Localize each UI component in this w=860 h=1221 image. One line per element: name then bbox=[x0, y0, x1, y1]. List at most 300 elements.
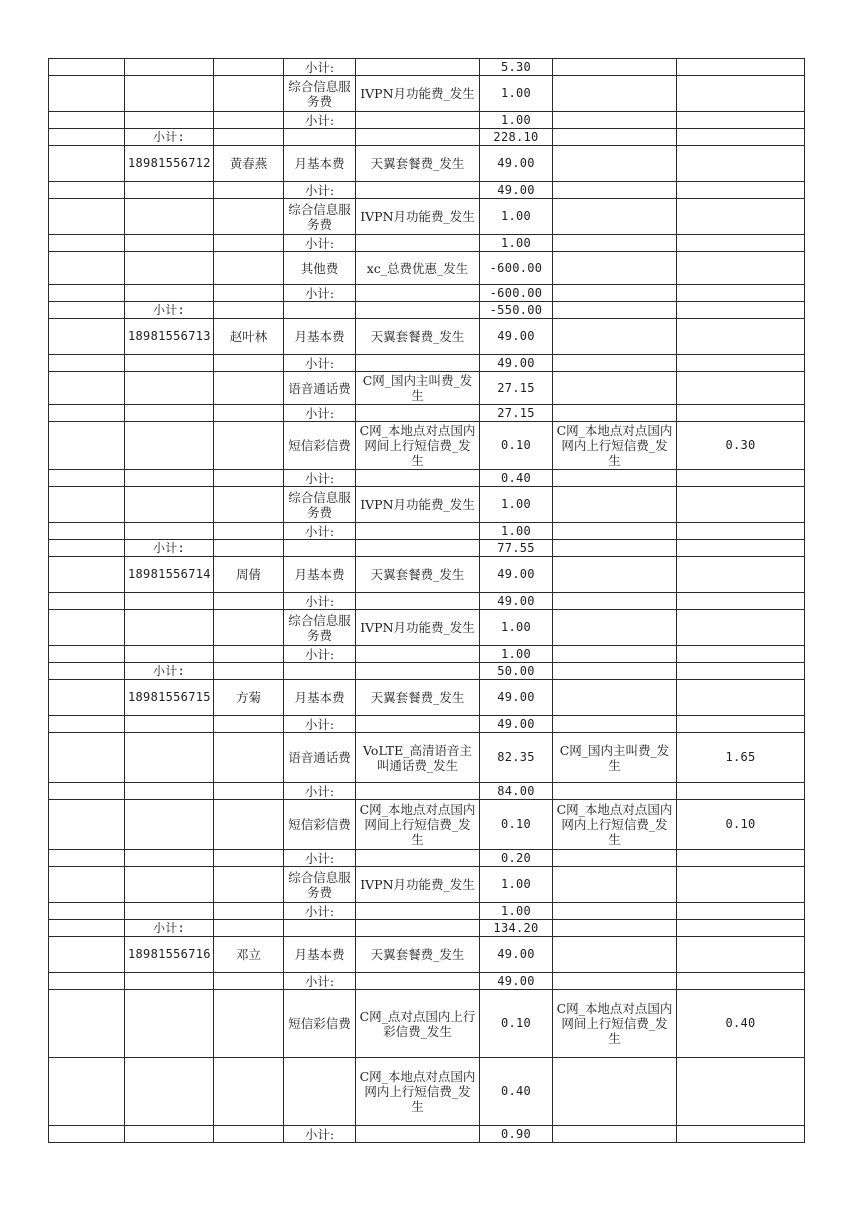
fee-item-2-cell bbox=[553, 235, 677, 252]
amount-2-cell bbox=[677, 405, 805, 422]
fee-item-cell bbox=[356, 302, 480, 319]
phone-cell: 小计: bbox=[125, 663, 214, 680]
fee-category-cell: 小计: bbox=[284, 903, 356, 920]
fee-item-2-cell bbox=[553, 593, 677, 610]
index-cell bbox=[49, 59, 125, 76]
fee-item-cell: IVPN月功能费_发生 bbox=[356, 76, 480, 112]
table-row bbox=[49, 716, 805, 733]
index-cell bbox=[49, 487, 125, 523]
amount-cell: 1.00 bbox=[480, 487, 553, 523]
amount-2-cell bbox=[677, 1058, 805, 1126]
index-cell bbox=[49, 610, 125, 646]
fee-category-cell bbox=[284, 540, 356, 557]
fee-category-cell: 小计: bbox=[284, 1126, 356, 1143]
table-row bbox=[49, 319, 805, 355]
name-cell bbox=[214, 252, 284, 285]
fee-item-2-cell bbox=[553, 76, 677, 112]
amount-2-cell bbox=[677, 285, 805, 302]
fee-item-2-cell bbox=[553, 867, 677, 903]
table-row bbox=[49, 422, 805, 470]
amount-cell: 27.15 bbox=[480, 405, 553, 422]
amount-2-cell bbox=[677, 920, 805, 937]
table-row bbox=[49, 937, 805, 973]
fee-item-cell bbox=[356, 783, 480, 800]
table-body bbox=[49, 59, 805, 1143]
fee-item-2-cell bbox=[553, 1058, 677, 1126]
fee-category-cell: 小计: bbox=[284, 405, 356, 422]
fee-category-cell: 其他费 bbox=[284, 252, 356, 285]
fee-category-cell bbox=[284, 920, 356, 937]
index-cell bbox=[49, 716, 125, 733]
fee-category-cell: 小计: bbox=[284, 973, 356, 990]
amount-cell: 49.00 bbox=[480, 557, 553, 593]
table-row bbox=[49, 355, 805, 372]
fee-item-2-cell bbox=[553, 903, 677, 920]
table-row bbox=[49, 252, 805, 285]
amount-cell: 1.00 bbox=[480, 112, 553, 129]
table-row bbox=[49, 470, 805, 487]
fee-item-cell bbox=[356, 523, 480, 540]
phone-cell bbox=[125, 593, 214, 610]
name-cell bbox=[214, 733, 284, 783]
amount-cell: 0.10 bbox=[480, 800, 553, 850]
phone-cell bbox=[125, 355, 214, 372]
fee-item-2-cell bbox=[553, 920, 677, 937]
name-cell bbox=[214, 973, 284, 990]
fee-item-2-cell bbox=[553, 182, 677, 199]
name-cell bbox=[214, 59, 284, 76]
index-cell bbox=[49, 800, 125, 850]
fee-category-cell bbox=[284, 302, 356, 319]
fee-category-cell: 月基本费 bbox=[284, 319, 356, 355]
fee-category-cell: 月基本费 bbox=[284, 937, 356, 973]
table-row bbox=[49, 903, 805, 920]
name-cell bbox=[214, 800, 284, 850]
fee-item-cell: C网_本地点对点国内网间上行短信费_发生 bbox=[356, 422, 480, 470]
index-cell bbox=[49, 867, 125, 903]
table-row bbox=[49, 199, 805, 235]
name-cell bbox=[214, 405, 284, 422]
fee-item-cell: C网_本地点对点国内网间上行短信费_发生 bbox=[356, 800, 480, 850]
fee-category-cell: 短信彩信费 bbox=[284, 990, 356, 1058]
fee-item-cell: 天翼套餐费_发生 bbox=[356, 680, 480, 716]
phone-cell: 18981556716 bbox=[125, 937, 214, 973]
fee-item-cell bbox=[356, 850, 480, 867]
fee-item-cell: C网_点对点国内上行彩信费_发生 bbox=[356, 990, 480, 1058]
amount-2-cell bbox=[677, 783, 805, 800]
amount-2-cell: 1.65 bbox=[677, 733, 805, 783]
table-row bbox=[49, 783, 805, 800]
amount-cell: 0.10 bbox=[480, 422, 553, 470]
fee-category-cell: 月基本费 bbox=[284, 146, 356, 182]
fee-item-cell bbox=[356, 59, 480, 76]
table-row bbox=[49, 610, 805, 646]
fee-category-cell bbox=[284, 129, 356, 146]
phone-cell bbox=[125, 1126, 214, 1143]
fee-item-2-cell bbox=[553, 487, 677, 523]
fee-item-2-cell bbox=[553, 372, 677, 405]
index-cell bbox=[49, 355, 125, 372]
phone-cell: 小计: bbox=[125, 302, 214, 319]
amount-cell: 49.00 bbox=[480, 146, 553, 182]
fee-category-cell: 语音通话费 bbox=[284, 733, 356, 783]
name-cell: 方菊 bbox=[214, 680, 284, 716]
fee-item-2-cell bbox=[553, 319, 677, 355]
phone-cell bbox=[125, 235, 214, 252]
name-cell bbox=[214, 182, 284, 199]
name-cell bbox=[214, 470, 284, 487]
table-row bbox=[49, 285, 805, 302]
fee-item-2-cell bbox=[553, 540, 677, 557]
phone-cell bbox=[125, 610, 214, 646]
phone-cell: 18981556713 bbox=[125, 319, 214, 355]
fee-item-cell: IVPN月功能费_发生 bbox=[356, 867, 480, 903]
table-row bbox=[49, 235, 805, 252]
fee-category-cell: 综合信息服务费 bbox=[284, 487, 356, 523]
fee-item-2-cell bbox=[553, 470, 677, 487]
fee-category-cell: 综合信息服务费 bbox=[284, 76, 356, 112]
fee-item-2-cell bbox=[553, 973, 677, 990]
table-row bbox=[49, 372, 805, 405]
fee-category-cell: 综合信息服务费 bbox=[284, 610, 356, 646]
fee-category-cell: 短信彩信费 bbox=[284, 800, 356, 850]
index-cell bbox=[49, 285, 125, 302]
index-cell bbox=[49, 733, 125, 783]
fee-item-2-cell bbox=[553, 1126, 677, 1143]
fee-item-2-cell bbox=[553, 646, 677, 663]
fee-item-cell: C网_本地点对点国内网内上行短信费_发生 bbox=[356, 1058, 480, 1126]
phone-cell bbox=[125, 76, 214, 112]
amount-2-cell bbox=[677, 557, 805, 593]
fee-category-cell: 小计: bbox=[284, 235, 356, 252]
fee-item-2-cell: C网_本地点对点国内网内上行短信费_发生 bbox=[553, 800, 677, 850]
fee-item-2-cell bbox=[553, 59, 677, 76]
fee-category-cell: 小计: bbox=[284, 59, 356, 76]
name-cell bbox=[214, 487, 284, 523]
amount-2-cell bbox=[677, 235, 805, 252]
fee-item-cell: 天翼套餐费_发生 bbox=[356, 319, 480, 355]
phone-cell: 18981556715 bbox=[125, 680, 214, 716]
amount-2-cell bbox=[677, 487, 805, 523]
name-cell bbox=[214, 112, 284, 129]
fee-item-cell: IVPN月功能费_发生 bbox=[356, 199, 480, 235]
name-cell bbox=[214, 716, 284, 733]
fee-item-cell bbox=[356, 182, 480, 199]
fee-item-cell bbox=[356, 470, 480, 487]
amount-2-cell: 0.10 bbox=[677, 800, 805, 850]
amount-cell: -600.00 bbox=[480, 252, 553, 285]
table-row bbox=[49, 646, 805, 663]
amount-cell: 0.40 bbox=[480, 1058, 553, 1126]
table-row bbox=[49, 487, 805, 523]
index-cell bbox=[49, 1126, 125, 1143]
fee-item-2-cell bbox=[553, 199, 677, 235]
fee-category-cell: 语音通话费 bbox=[284, 372, 356, 405]
fee-item-cell: 天翼套餐费_发生 bbox=[356, 937, 480, 973]
fee-item-2-cell bbox=[553, 285, 677, 302]
name-cell bbox=[214, 1126, 284, 1143]
fee-category-cell: 综合信息服务费 bbox=[284, 867, 356, 903]
name-cell bbox=[214, 610, 284, 646]
fee-item-cell: C网_国内主叫费_发生 bbox=[356, 372, 480, 405]
fee-category-cell: 综合信息服务费 bbox=[284, 199, 356, 235]
table-row bbox=[49, 593, 805, 610]
fee-item-2-cell bbox=[553, 146, 677, 182]
name-cell bbox=[214, 523, 284, 540]
index-cell bbox=[49, 182, 125, 199]
amount-2-cell bbox=[677, 372, 805, 405]
amount-2-cell bbox=[677, 523, 805, 540]
name-cell bbox=[214, 990, 284, 1058]
phone-cell bbox=[125, 850, 214, 867]
index-cell bbox=[49, 540, 125, 557]
fee-item-2-cell bbox=[553, 523, 677, 540]
phone-cell: 18981556714 bbox=[125, 557, 214, 593]
index-cell bbox=[49, 990, 125, 1058]
fee-category-cell: 小计: bbox=[284, 355, 356, 372]
phone-cell bbox=[125, 903, 214, 920]
fee-category-cell: 小计: bbox=[284, 112, 356, 129]
phone-cell bbox=[125, 783, 214, 800]
name-cell bbox=[214, 302, 284, 319]
amount-cell: 50.00 bbox=[480, 663, 553, 680]
index-cell bbox=[49, 523, 125, 540]
fee-item-cell: IVPN月功能费_发生 bbox=[356, 610, 480, 646]
fee-item-2-cell: C网_本地点对点国内网内上行短信费_发生 bbox=[553, 422, 677, 470]
fee-category-cell: 月基本费 bbox=[284, 557, 356, 593]
amount-2-cell bbox=[677, 850, 805, 867]
amount-cell: 49.00 bbox=[480, 355, 553, 372]
phone-cell bbox=[125, 646, 214, 663]
name-cell bbox=[214, 199, 284, 235]
amount-2-cell bbox=[677, 867, 805, 903]
phone-cell: 小计: bbox=[125, 129, 214, 146]
index-cell bbox=[49, 973, 125, 990]
amount-cell: 0.10 bbox=[480, 990, 553, 1058]
table-row bbox=[49, 1126, 805, 1143]
table-row bbox=[49, 973, 805, 990]
phone-cell bbox=[125, 867, 214, 903]
name-cell bbox=[214, 1058, 284, 1126]
index-cell bbox=[49, 76, 125, 112]
amount-cell: 77.55 bbox=[480, 540, 553, 557]
fee-item-cell bbox=[356, 235, 480, 252]
index-cell bbox=[49, 405, 125, 422]
index-cell bbox=[49, 302, 125, 319]
fee-category-cell: 月基本费 bbox=[284, 680, 356, 716]
table-row bbox=[49, 990, 805, 1058]
fee-item-cell bbox=[356, 540, 480, 557]
name-cell bbox=[214, 540, 284, 557]
table-row bbox=[49, 800, 805, 850]
amount-2-cell bbox=[677, 646, 805, 663]
phone-cell bbox=[125, 182, 214, 199]
index-cell bbox=[49, 937, 125, 973]
fee-item-cell: VoLTE_高清语音主叫通话费_发生 bbox=[356, 733, 480, 783]
name-cell: 周倩 bbox=[214, 557, 284, 593]
index-cell bbox=[49, 1058, 125, 1126]
name-cell bbox=[214, 593, 284, 610]
phone-cell bbox=[125, 422, 214, 470]
phone-cell bbox=[125, 112, 214, 129]
table-row bbox=[49, 557, 805, 593]
fee-item-2-cell bbox=[553, 937, 677, 973]
amount-2-cell bbox=[677, 302, 805, 319]
amount-2-cell bbox=[677, 59, 805, 76]
table-row bbox=[49, 146, 805, 182]
amount-cell: 0.90 bbox=[480, 1126, 553, 1143]
amount-cell: 1.00 bbox=[480, 235, 553, 252]
amount-2-cell bbox=[677, 680, 805, 716]
fee-item-2-cell: C网_本地点对点国内网间上行短信费_发生 bbox=[553, 990, 677, 1058]
fee-category-cell: 小计: bbox=[284, 593, 356, 610]
fee-category-cell: 小计: bbox=[284, 523, 356, 540]
phone-cell bbox=[125, 523, 214, 540]
index-cell bbox=[49, 850, 125, 867]
amount-2-cell bbox=[677, 319, 805, 355]
amount-cell: 84.00 bbox=[480, 783, 553, 800]
phone-cell bbox=[125, 285, 214, 302]
phone-cell bbox=[125, 252, 214, 285]
table-row bbox=[49, 850, 805, 867]
amount-2-cell bbox=[677, 937, 805, 973]
fee-item-cell bbox=[356, 285, 480, 302]
name-cell bbox=[214, 235, 284, 252]
fee-item-2-cell: C网_国内主叫费_发生 bbox=[553, 733, 677, 783]
phone-cell bbox=[125, 990, 214, 1058]
index-cell bbox=[49, 663, 125, 680]
amount-cell: 49.00 bbox=[480, 716, 553, 733]
amount-cell: 228.10 bbox=[480, 129, 553, 146]
amount-cell: 49.00 bbox=[480, 973, 553, 990]
fee-item-2-cell bbox=[553, 557, 677, 593]
name-cell bbox=[214, 129, 284, 146]
table-row bbox=[49, 405, 805, 422]
phone-cell bbox=[125, 487, 214, 523]
index-cell bbox=[49, 646, 125, 663]
fee-item-cell bbox=[356, 903, 480, 920]
name-cell bbox=[214, 76, 284, 112]
table-row bbox=[49, 680, 805, 716]
name-cell: 赵叶林 bbox=[214, 319, 284, 355]
amount-2-cell: 0.30 bbox=[677, 422, 805, 470]
amount-cell: 134.20 bbox=[480, 920, 553, 937]
phone-cell bbox=[125, 973, 214, 990]
fee-item-cell bbox=[356, 112, 480, 129]
fee-item-2-cell bbox=[553, 112, 677, 129]
fee-category-cell: 短信彩信费 bbox=[284, 422, 356, 470]
phone-cell bbox=[125, 1058, 214, 1126]
index-cell bbox=[49, 372, 125, 405]
fee-category-cell: 小计: bbox=[284, 470, 356, 487]
index-cell bbox=[49, 593, 125, 610]
index-cell bbox=[49, 557, 125, 593]
amount-2-cell bbox=[677, 903, 805, 920]
index-cell bbox=[49, 146, 125, 182]
table-row bbox=[49, 302, 805, 319]
index-cell bbox=[49, 903, 125, 920]
table-row bbox=[49, 663, 805, 680]
billing-detail-table bbox=[48, 58, 805, 1143]
name-cell bbox=[214, 663, 284, 680]
amount-cell: 49.00 bbox=[480, 680, 553, 716]
amount-2-cell bbox=[677, 355, 805, 372]
amount-2-cell bbox=[677, 112, 805, 129]
fee-item-2-cell bbox=[553, 663, 677, 680]
index-cell bbox=[49, 129, 125, 146]
phone-cell bbox=[125, 59, 214, 76]
table-row bbox=[49, 112, 805, 129]
table-row bbox=[49, 182, 805, 199]
name-cell bbox=[214, 903, 284, 920]
fee-item-2-cell bbox=[553, 355, 677, 372]
phone-cell bbox=[125, 800, 214, 850]
amount-2-cell bbox=[677, 973, 805, 990]
amount-2-cell bbox=[677, 252, 805, 285]
phone-cell bbox=[125, 470, 214, 487]
fee-category-cell: 小计: bbox=[284, 783, 356, 800]
amount-cell: 82.35 bbox=[480, 733, 553, 783]
table-row bbox=[49, 733, 805, 783]
fee-item-2-cell bbox=[553, 680, 677, 716]
fee-item-cell: 天翼套餐费_发生 bbox=[356, 557, 480, 593]
fee-item-cell bbox=[356, 646, 480, 663]
table-row bbox=[49, 920, 805, 937]
amount-cell: 49.00 bbox=[480, 182, 553, 199]
amount-2-cell bbox=[677, 146, 805, 182]
phone-cell: 小计: bbox=[125, 920, 214, 937]
amount-cell: -600.00 bbox=[480, 285, 553, 302]
table-row bbox=[49, 867, 805, 903]
amount-2-cell bbox=[677, 1126, 805, 1143]
name-cell bbox=[214, 867, 284, 903]
fee-category-cell bbox=[284, 663, 356, 680]
amount-2-cell bbox=[677, 716, 805, 733]
fee-item-cell bbox=[356, 716, 480, 733]
fee-item-2-cell bbox=[553, 405, 677, 422]
name-cell bbox=[214, 355, 284, 372]
phone-cell bbox=[125, 372, 214, 405]
table-row bbox=[49, 76, 805, 112]
amount-cell: 0.40 bbox=[480, 470, 553, 487]
fee-item-cell bbox=[356, 129, 480, 146]
fee-item-cell bbox=[356, 1126, 480, 1143]
phone-cell: 小计: bbox=[125, 540, 214, 557]
amount-cell: 1.00 bbox=[480, 867, 553, 903]
amount-cell: 1.00 bbox=[480, 903, 553, 920]
amount-cell: 49.00 bbox=[480, 937, 553, 973]
index-cell bbox=[49, 920, 125, 937]
amount-2-cell bbox=[677, 470, 805, 487]
name-cell: 邓立 bbox=[214, 937, 284, 973]
index-cell bbox=[49, 252, 125, 285]
table-row bbox=[49, 1058, 805, 1126]
amount-2-cell bbox=[677, 182, 805, 199]
name-cell bbox=[214, 850, 284, 867]
amount-cell: 5.30 bbox=[480, 59, 553, 76]
fee-category-cell: 小计: bbox=[284, 850, 356, 867]
fee-item-cell bbox=[356, 663, 480, 680]
amount-cell: 1.00 bbox=[480, 523, 553, 540]
index-cell bbox=[49, 112, 125, 129]
amount-cell: 1.00 bbox=[480, 199, 553, 235]
index-cell bbox=[49, 235, 125, 252]
table-row bbox=[49, 129, 805, 146]
phone-cell: 18981556712 bbox=[125, 146, 214, 182]
fee-item-2-cell bbox=[553, 129, 677, 146]
name-cell bbox=[214, 422, 284, 470]
index-cell bbox=[49, 319, 125, 355]
